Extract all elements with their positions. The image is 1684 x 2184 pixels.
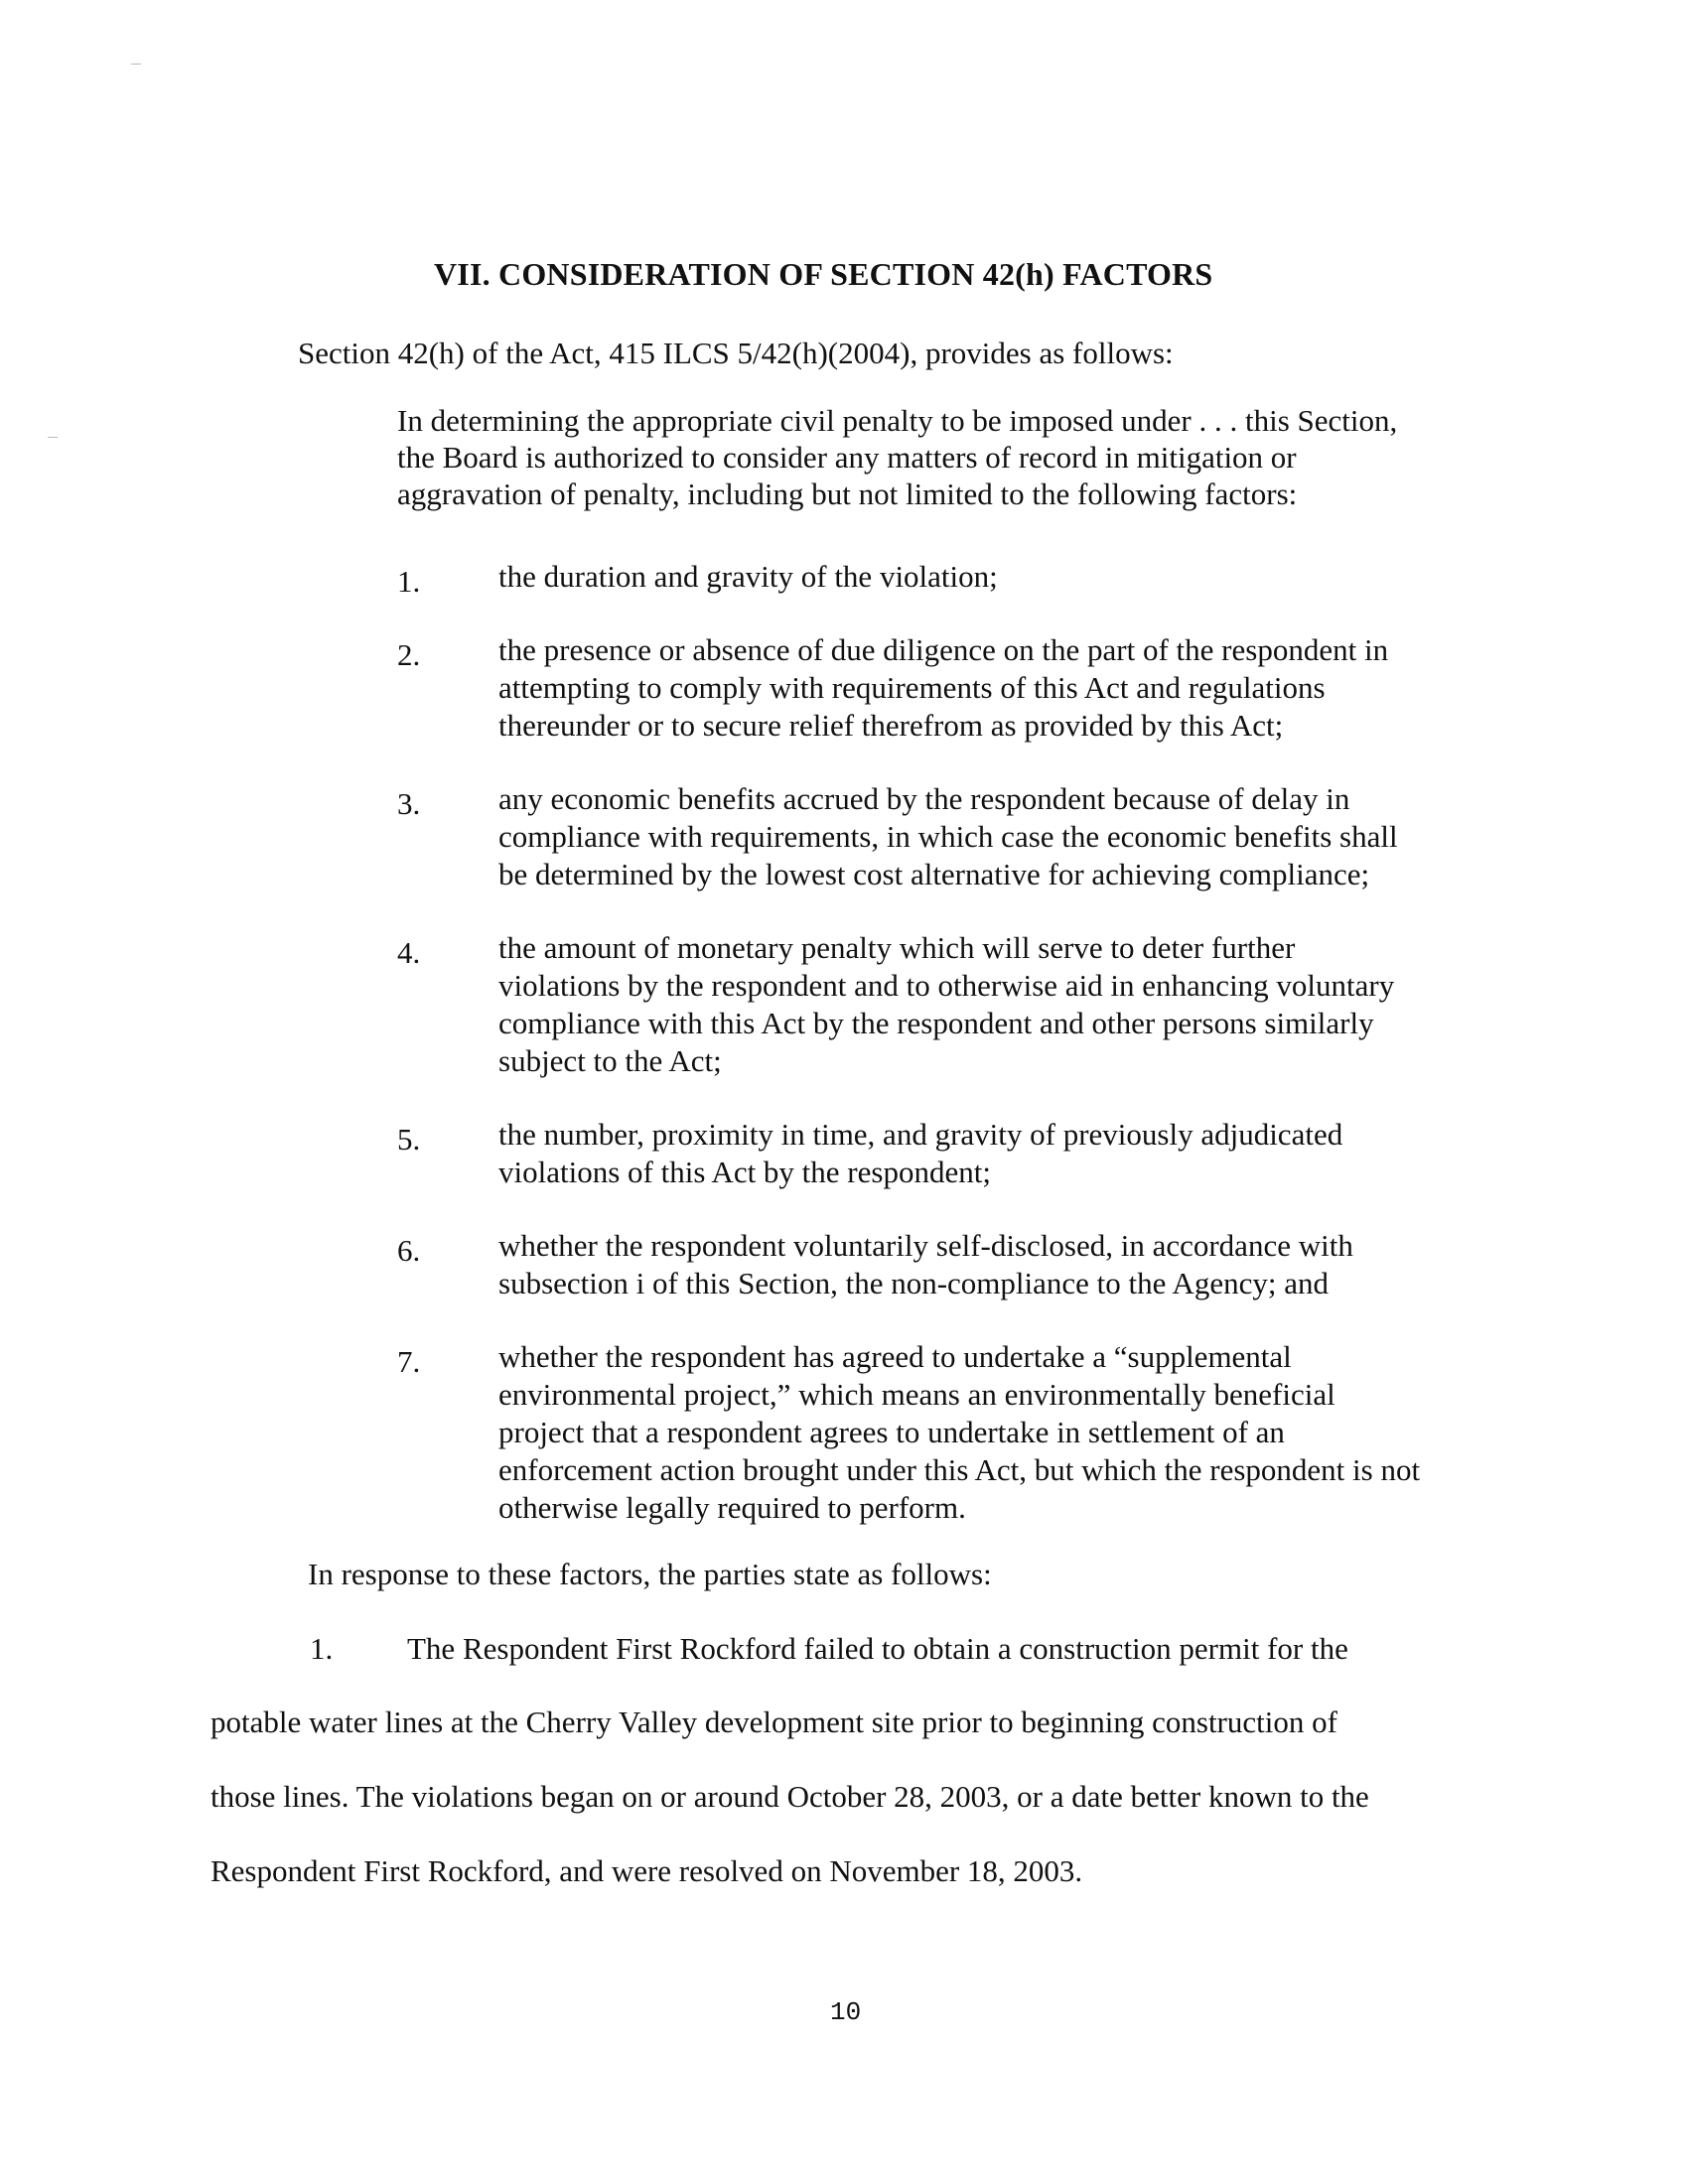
factor-line: otherwise legally required to perform. [498,1490,966,1525]
factor-line: enforcement action brought under this Act, but which the respondent is not [498,1452,1421,1487]
quote-line: the Board is authorized to consider any matters of record in mitigation or [397,440,1297,475]
factor-line: whether the respondent has agreed to undertake a “supplemental [498,1339,1292,1374]
scan-artifact [48,437,58,438]
factor-line: subject to the Act; [498,1043,722,1078]
quote-line: aggravation of penalty, including but not limited to the following factors: [397,477,1298,511]
factor-line: the presence or absence of due diligence on the part of the respondent in [498,632,1389,667]
factor-number: 2. [397,637,421,672]
statute-quote [397,402,1479,512]
page-number: 10 [830,1997,862,2027]
factor-number: 4. [397,935,421,970]
factor-line: the duration and gravity of the violation; [498,559,998,594]
factor-line: any economic benefits accrued by the respondent because of delay in [498,781,1350,816]
paragraph-number: 1. [310,1631,334,1666]
factor-line: be determined by the lowest cost alternative for achieving compliance; [498,857,1370,891]
factor-text [498,1227,1491,1302]
factor-number: 3. [397,786,421,821]
factor-line: compliance with this Act by the respondent and other persons similarly [498,1006,1374,1040]
factor-line: attempting to comply with requirements of this Act and regulations [498,670,1326,705]
response-intro: In response to these factors, the parties state as follows: [308,1557,992,1591]
quote-line: In determining the appropriate civil penalty to be imposed under . . . this Section, [397,403,1398,438]
factor-number: 1. [397,564,421,599]
paragraph-line: Respondent First Rockford, and were resolved on November 18, 2003. [210,1853,1083,1888]
factor-line: whether the respondent voluntarily self-disclosed, in accordance with [498,1228,1353,1263]
paragraph-line: those lines. The violations began on or around October 28, 2003, or a date better known to the [210,1779,1369,1814]
factor-line: violations of this Act by the respondent; [498,1155,991,1189]
factor-line: the number, proximity in time, and gravity of previously adjudicated [498,1117,1343,1152]
factor-line: the amount of monetary penalty which will serve to deter further [498,930,1296,965]
factor-line: violations by the respondent and to otherwise aid in enhancing voluntary [498,968,1395,1003]
factor-number: 5. [397,1122,421,1157]
scan-artifact [131,64,141,65]
factor-line: environmental project,” which means an environmentally beneficial [498,1377,1335,1412]
paragraph-line: potable water lines at the Cherry Valley development site prior to beginning construction of [210,1705,1337,1739]
factor-text [498,929,1491,1080]
factor-text [498,1116,1491,1191]
paragraph-line: The Respondent First Rockford failed to obtain a construction permit for the [407,1631,1348,1666]
factor-text [498,631,1491,745]
factor-text [498,780,1491,893]
factor-number: 6. [397,1233,421,1268]
factor-line: subsection i of this Section, the non-compliance to the Agency; and [498,1266,1329,1300]
factor-line: thereunder or to secure relief therefrom as provided by this Act; [498,708,1284,743]
section-heading: VII. CONSIDERATION OF SECTION 42(h) FACTORS [434,256,1213,292]
factor-text [498,558,1491,596]
intro-sentence: Section 42(h) of the Act, 415 ILCS 5/42(h)(2004), provides as follows: [298,336,1174,370]
factor-line: project that a respondent agrees to undertake in settlement of an [498,1415,1285,1449]
factor-line: compliance with requirements, in which case the economic benefits shall [498,819,1398,854]
factor-number: 7. [397,1344,421,1379]
factor-text [498,1338,1491,1527]
